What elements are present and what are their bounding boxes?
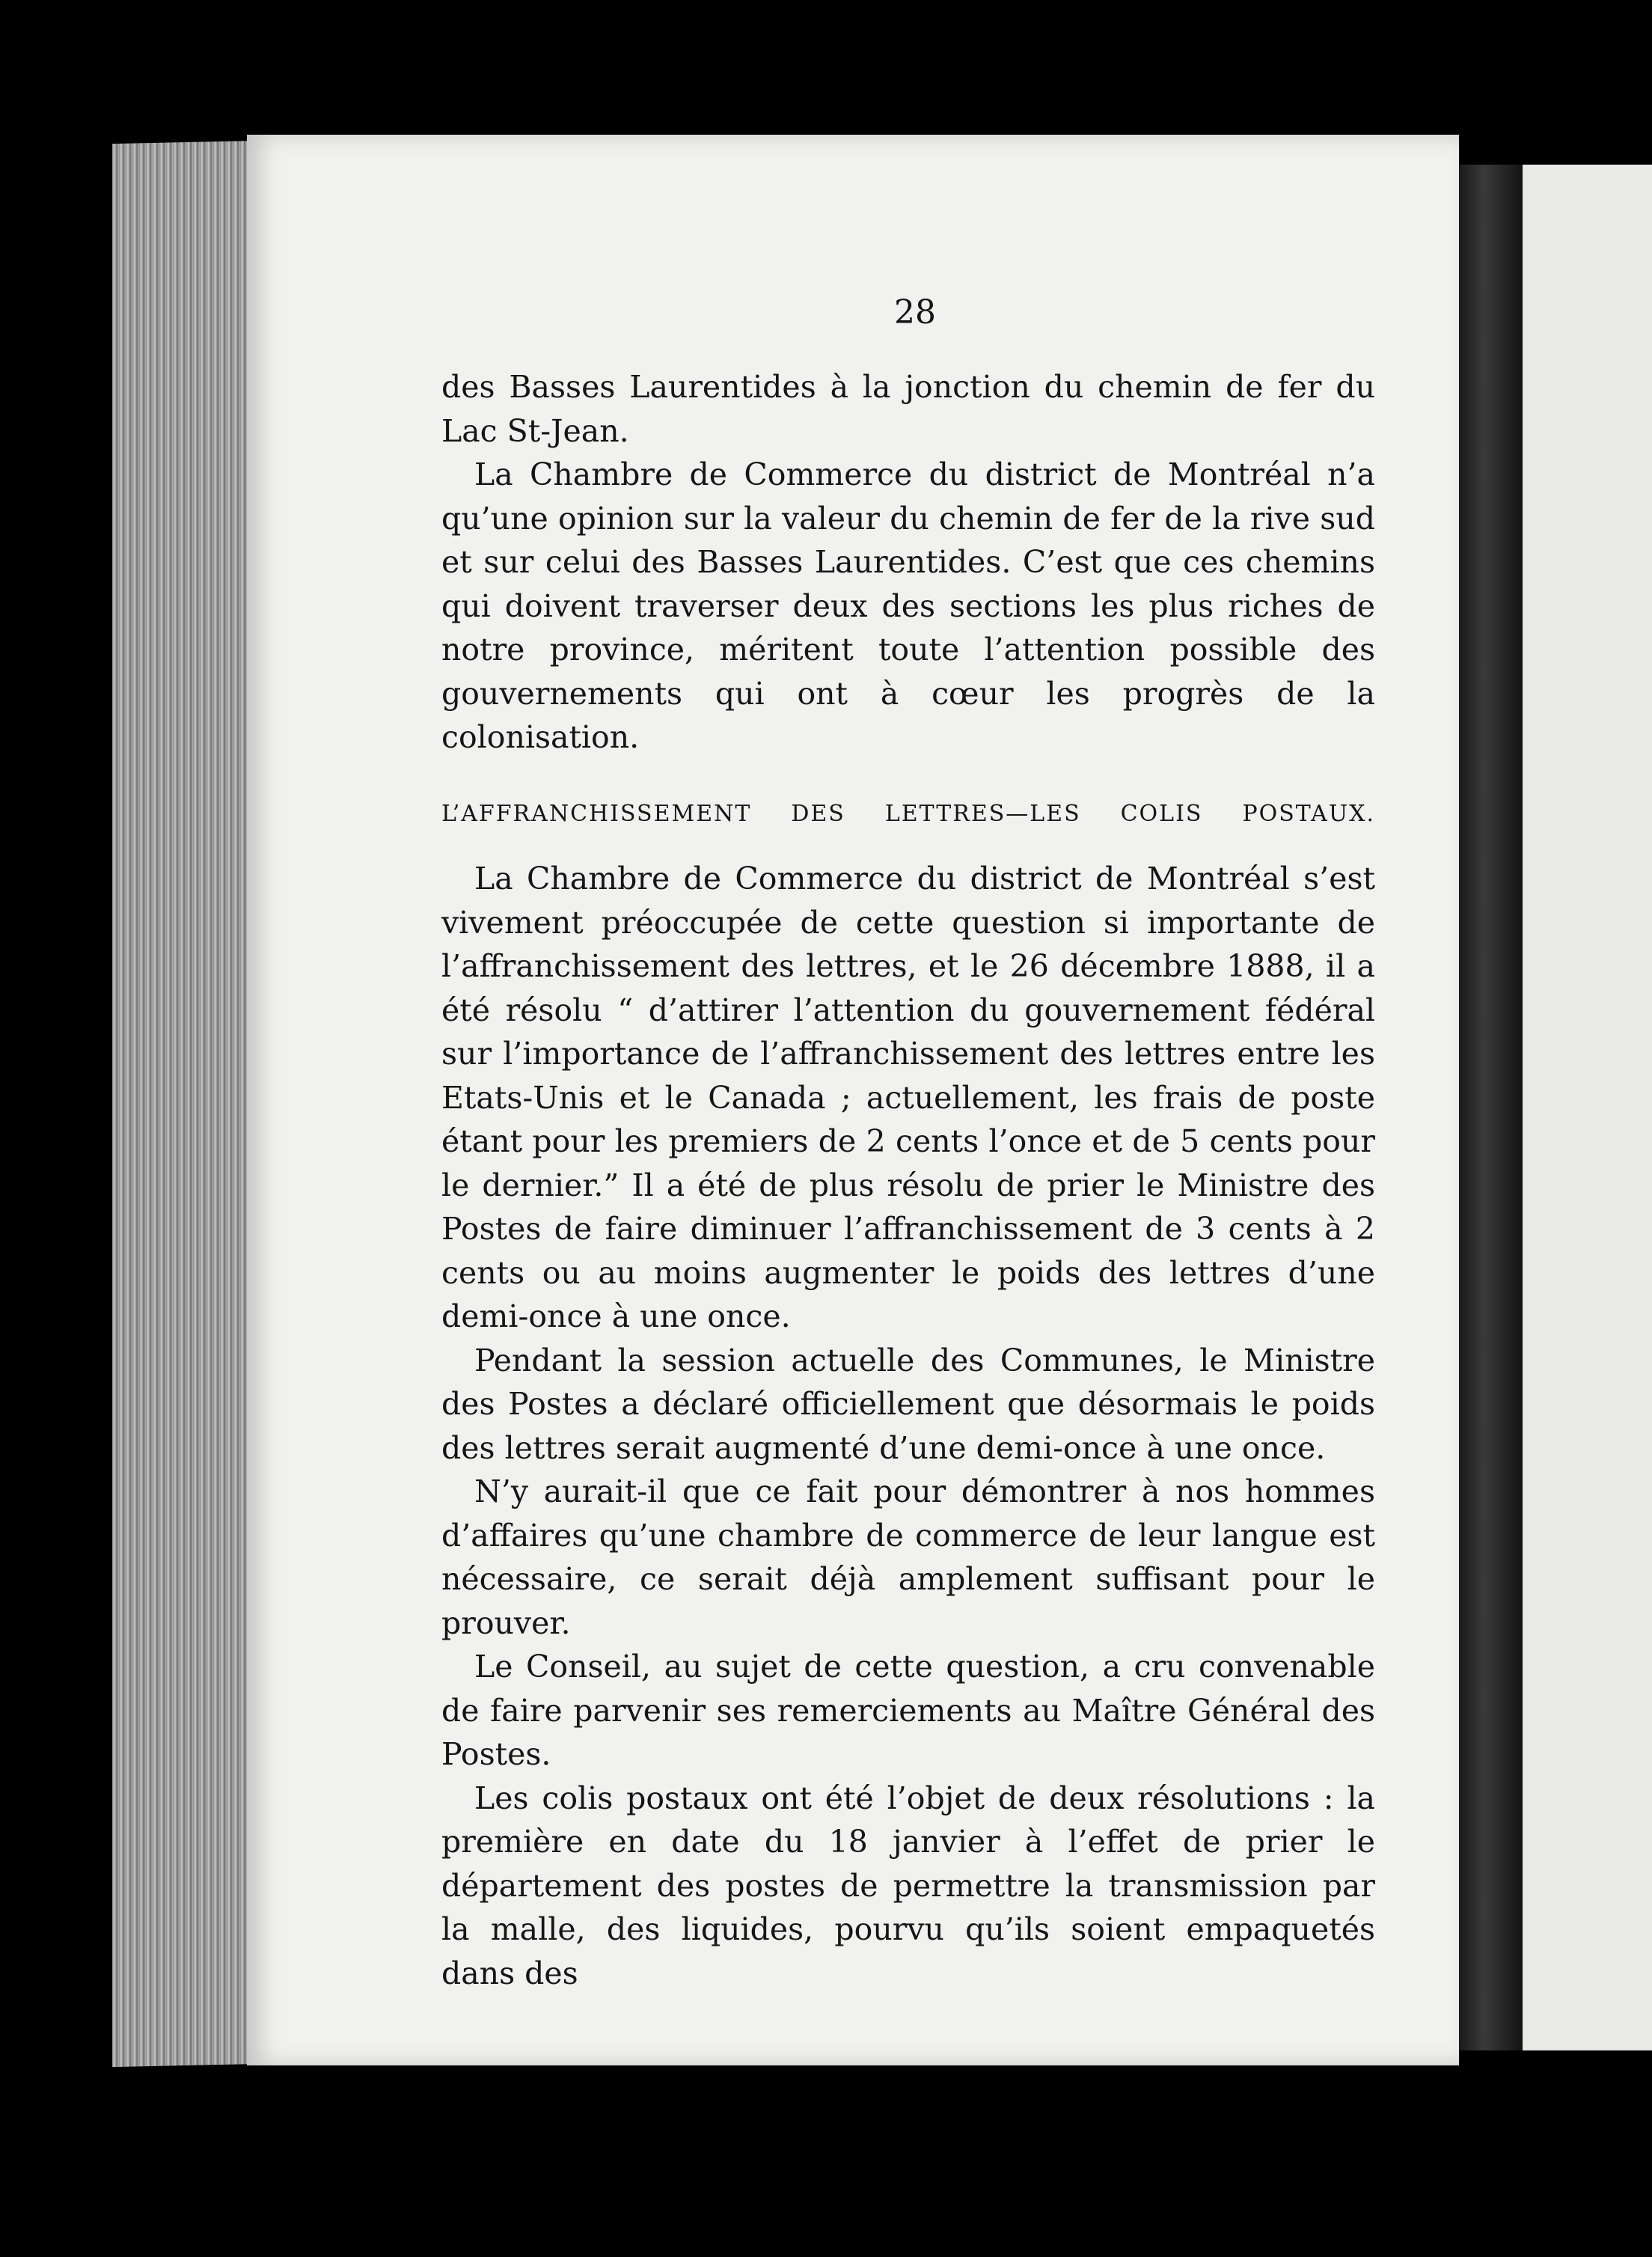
paragraph: Pendant la session actuelle des Communes, le Ministre des Postes a déclaré officiellement que désormais le poids des lettres serait augmenté d’une demi-once à une once.: [441, 1342, 1375, 1466]
paragraph: des Basses Laurentides à la jonction du chemin de fer du Lac St-Jean.: [441, 369, 1375, 449]
paragraph: Le Conseil, au sujet de cette question, a cru convenable de faire parvenir ses remerciements au Maître Général des Postes.: [441, 1649, 1375, 1772]
section-heading: L’AFFRANCHISSEMENT DES LETTRES—LES COLIS POSTAUX.: [441, 800, 1375, 827]
page-number: 28: [894, 293, 936, 332]
page-body: [441, 365, 1375, 1995]
paragraph: La Chambre de Commerce du district de Montréal s’est vivement préoccupée de cette question si importante de l’affranchissement des lettres, et le 26 décembre 1888, il a été résolu “ d’attirer l’attention du gouvernement fédéral sur l’importance de l’affranchissement des lettres entre les Etats-Unis et le Canada ; actuellement, les frais de poste étant pour les premiers de 2 cents l’once et de 5 cents pour le dernier.” Il a été de plus résolu de prier le Ministre des Postes de faire diminuer l’affranchissement de 3 cents à 2 cents ou au moins augmenter le poids des lettres d’une demi-once à une once.: [441, 861, 1375, 1334]
paragraph: Les colis postaux ont été l’objet de deux résolutions : la première en date du 18 janvier à l’effet de prier le département des postes de permettre la transmission par la malle, des liquides, pourvu qu’ils soient empaquetés dans des: [441, 1780, 1375, 1991]
paragraph: N’y aurait-il que ce fait pour démontrer à nos hommes d’affaires qu’une chambre de commerce de leur langue est nécessaire, ce serait déjà amplement suffisant pour le prouver.: [441, 1473, 1375, 1641]
paragraph: La Chambre de Commerce du district de Montréal n’a qu’une opinion sur la valeur du chemin de fer de la rive sud et sur celui des Basses Laurentides. C’est que ces chemins qui doivent traverser deux des sections les plus riches de notre province, méritent toute l’attention possible des gouvernements qui ont à cœur les progrès de la colonisation.: [441, 456, 1375, 755]
book-gutter: [1459, 165, 1523, 2050]
book-page-edges: [112, 141, 262, 2067]
facing-page: [1523, 165, 1652, 2050]
